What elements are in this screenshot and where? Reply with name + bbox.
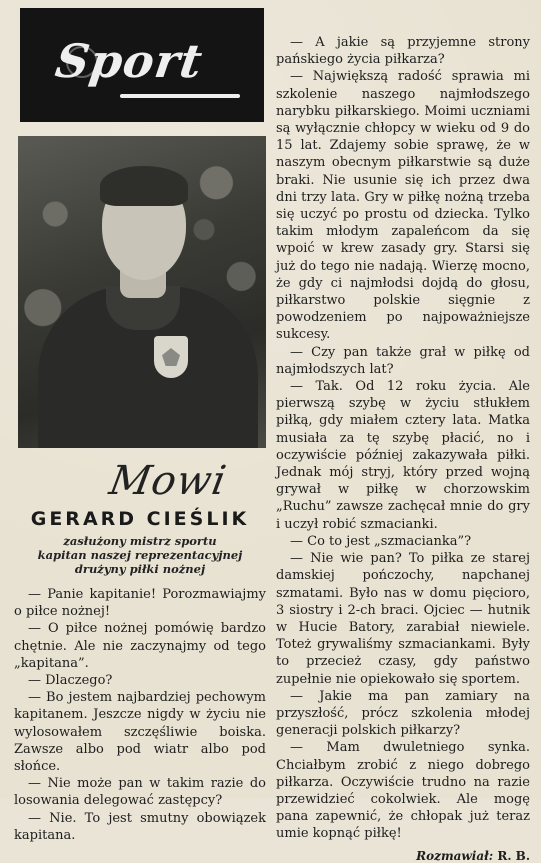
paragraph: — O piłce nożnej pomówię bardzo chętnie. Ale nie zaczynajmy od tego „kapitana”. [14,621,266,671]
paragraph: — Co to jest „szmacianka”? [290,533,472,549]
speaker-desc-line: kapitan naszej reprezentacyjnej [37,548,243,562]
paragraph: — Mam dwuletniego synka. Chciałbym zrobić z niego dobrego piłkarza. Oczywiście trudno na razie przewidzieć cokolwiek. Ale mogę pana zapewnić, że chłopak już teraz umie kopnąć piłkę! [276,740,530,842]
paragraph: — A jakie są przyjemne strony pańskiego życia piłkarza? [276,35,530,68]
speaker-desc-line: drużyny piłki nożnej [74,562,206,576]
handwritten-caption: Mowi [105,458,231,504]
interviewer-signature [276,849,530,863]
paragraph: — Nie może pan w takim razie do losowania delegować zastępcy? [14,776,266,809]
left-column [14,8,266,844]
paragraph: — Panie kapitanie! Porozmawiajmy o piłce nożnej! [14,587,266,620]
paragraph: — Nie. To jest smutny obowiązek kapitana. [14,810,266,843]
paragraph: — Jakie ma pan zamiary na przyszłość, prócz szkolenia młodej generacji polskich piłkarzy? [276,688,530,739]
signature-author: R. B. [497,848,530,863]
paragraph: — Największą radość sprawia mi szkolenie naszego najmłodszego narybku piłkarskiego. Moimi uczniami są wyłącznie chłopcy w wieku od 9 do 15 lat. Zdajemy sobie sprawę, że w naszym obecnym piłkarstwie są duże braki. Nie usunie się ich przez dwa dni trzy lata. Gry w piłkę nożną trzeba się uczyć po prostu od dziecka. Tylko takim młodym zapaleńcom da się wpoić w krew zasady gry. Starsi się już do tego nie nadają. Wierzę mocno, że gdy ci najmłodsi dojdą do głosu, piłkarstwo polskie sięgnie z powodzeniem po najpoważniejsze sukcesy. [276,69,530,343]
speaker-desc-line: zasłużony mistrz sportu [63,534,217,548]
photo-hair [100,166,188,206]
speaker-name: GERARD CIEŚLIK [30,508,250,530]
paragraph: — Czy pan także grał w piłkę od najmłodszych lat? [276,344,530,377]
banner-title: Sport [52,34,207,88]
paragraph: — Tak. Od 12 roku życia. Ale pierwszą szybę w życiu stłukłem piłką, gdy miałem cztery lata. Matka musiała za tę szybę płacić, no i oczywiście później zakazywała piłki. Jednak mój stryj, który przed wojną grywał w piłkę w chorzowskim „Ruchu” zawsze zachęcał mnie do gry i uczył robić szmacianki. [276,379,530,532]
portrait-photo [18,136,266,448]
paragraph: — Bo jestem najbardziej pechowym kapitanem. Jeszcze nigdy w życiu nie wylosowałem szczęśliwie boiska. Zawsze albo pod wiatr albo pod słońce. [14,690,266,775]
signature-label: Rozmawiał: [416,848,494,863]
paragraph: — Dlaczego? [28,673,113,689]
left-article-text [14,586,266,844]
paragraph: — Nie wie pan? To piłka ze starej damskiej pończochy, napchanej szmatami. Było nas w domu pięcioro, 3 siostry i 2-ch braci. Ojciec — hutnik w Hucie Batory, zarabiał niewiele. Toteż grywaliśmy szmaciankami. Były to przecież czasy, gdy państwo zupełnie nie opiekowało się sportem. [276,551,530,687]
right-column [276,34,530,863]
eagle-crest-icon [154,336,188,378]
right-article-text [276,34,530,843]
sport-banner [20,8,264,122]
speaker-description [14,534,266,576]
banner-underline [120,94,240,98]
